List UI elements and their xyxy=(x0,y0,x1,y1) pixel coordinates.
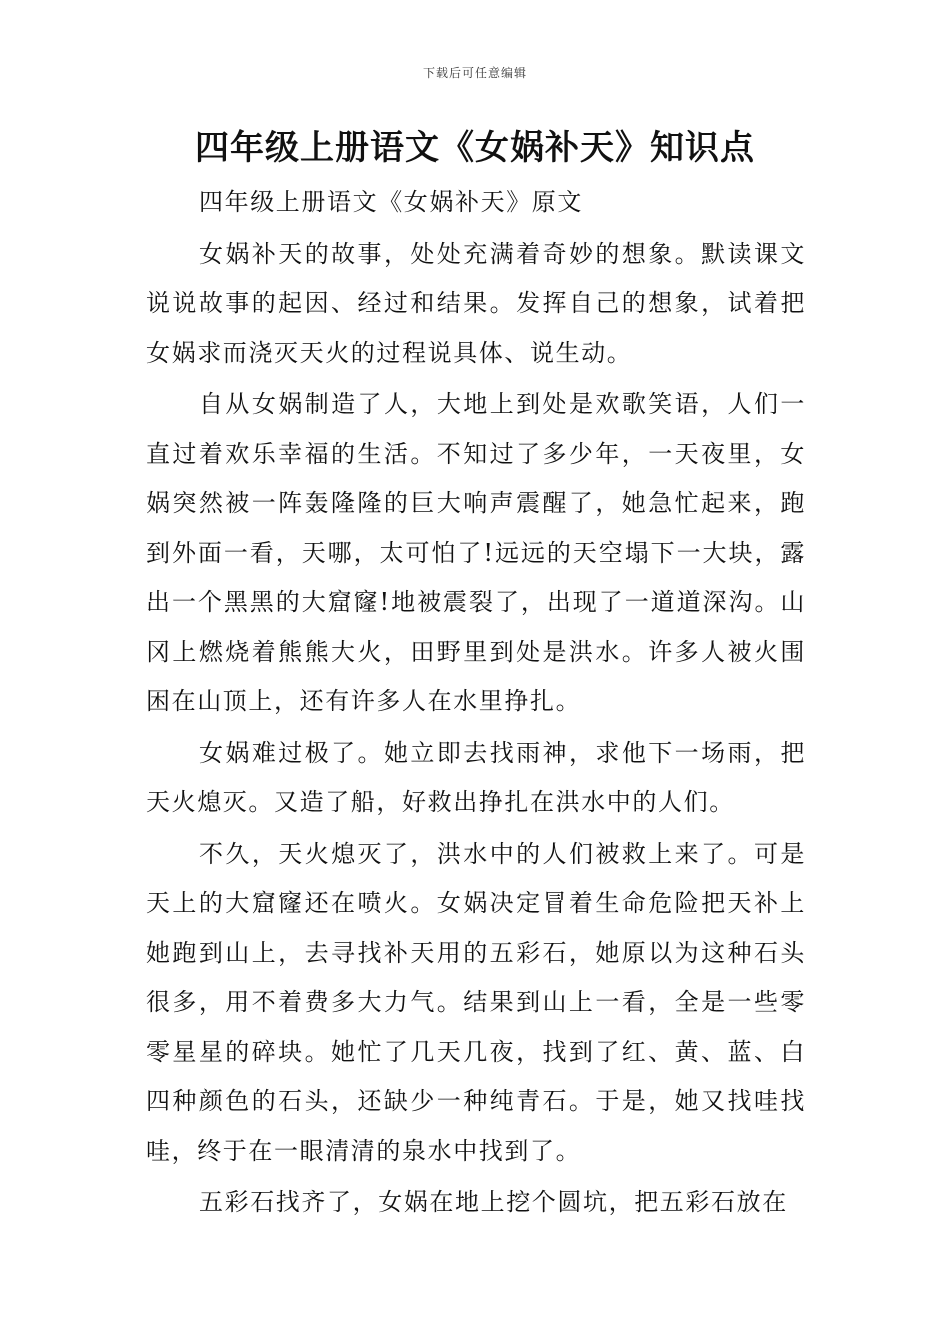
download-note: 下载后可任意编辑 xyxy=(422,66,527,80)
document-title: 四年级上册语文《女娲补天》知识点 xyxy=(195,128,755,168)
document-body xyxy=(146,178,806,1230)
paragraph: 自从女娲制造了人，大地上到处是欢歌笑语，人们一直过着欢乐幸福的生活。不知过了多少年，一天夜里，女娲突然被一阵轰隆隆的巨大响声震醒了，她急忙起来，跑到外面一看，天哪，太可怕了!远远的天空塌下一大块，露出一个黑黑的大窟窿!地被震裂了，出现了一道道深沟。山冈上燃烧着熊熊大火，田野里到处是洪水。许多人被火围困在山顶上，还有许多人在水里挣扎。 xyxy=(146,390,806,715)
paragraph: 女娲补天的故事，处处充满着奇妙的想象。默读课文说说故事的起因、经过和结果。发挥自己的想象，试着把女娲求而浇灭天火的过程说具体、说生动。 xyxy=(146,239,806,367)
paragraph: 五彩石找齐了，女娲在地上挖个圆坑，把五彩石放在 xyxy=(199,1188,788,1216)
paragraph: 不久，天火熄灭了，洪水中的人们被救上来了。可是天上的大窟窿还在喷火。女娲决定冒着生命危险把天补上她跑到山上，去寻找补天用的五彩石，她原以为这种石头很多，用不着费多大力气。结果到山上一看，全是一些零零星星的碎块。她忙了几天几夜，找到了红、黄、蓝、白四种颜色的石头，还缺少一种纯青石。于是，她又找哇找哇，终于在一眼清清的泉水中找到了。 xyxy=(146,839,806,1165)
paragraph-subtitle: 四年级上册语文《女娲补天》原文 xyxy=(199,188,583,216)
paragraph: 女娲难过极了。她立即去找雨神，求他下一场雨，把天火熄灭。又造了船，好救出挣扎在洪水中的人们。 xyxy=(146,738,806,816)
